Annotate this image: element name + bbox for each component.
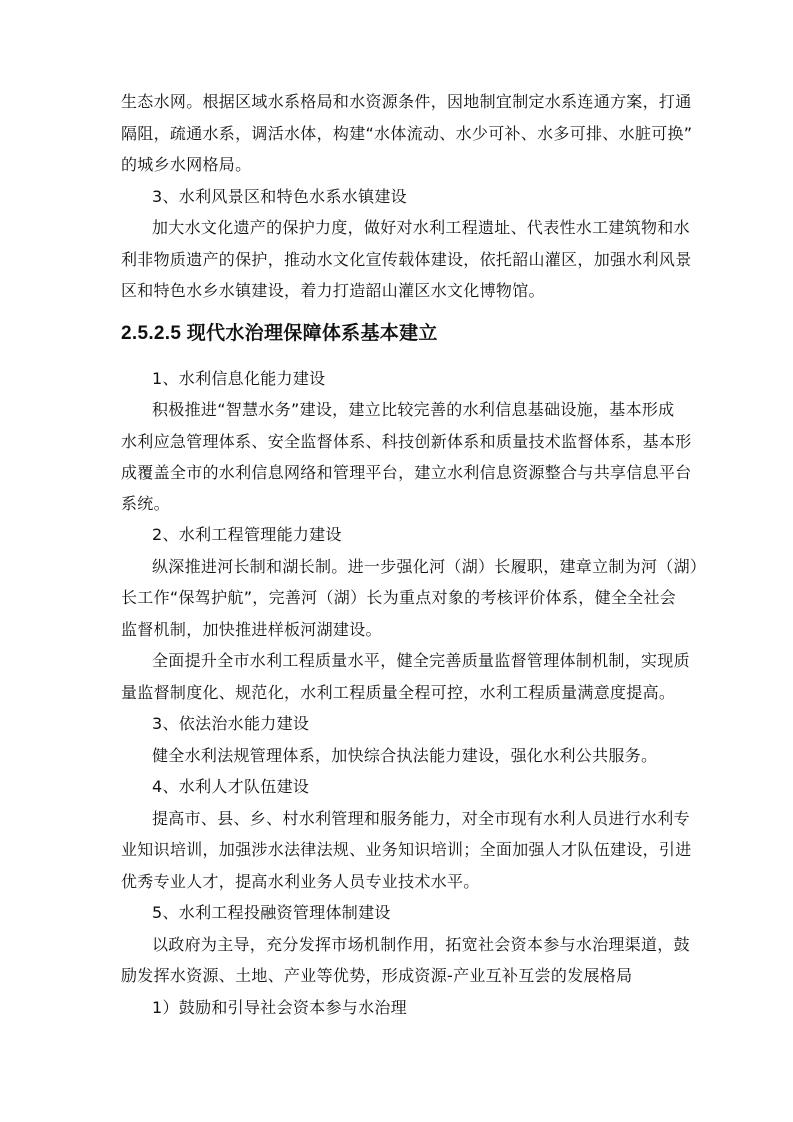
subsection-title: 2、水利工程管理能力建设	[152, 525, 342, 544]
paragraph-line: 水利应急管理体系、安全监督体系、科技创新体系和质量技术监督体系，基本形	[121, 432, 692, 451]
section-heading: 2.5.2.5 现代水治理保障体系基本建立	[121, 323, 438, 344]
paragraph-line: 监督机制，加快推进样板河湖建设。	[121, 620, 382, 639]
paragraph-line: 积极推进“智慧水务”建设，建立比较完善的水利信息基础设施，基本形成	[152, 400, 675, 419]
paragraph-line: 长工作“保驾护航”，完善河（湖）长为重点对象的考核评价体系，健全全社会	[121, 588, 677, 607]
subsection-title: 4、水利人才队伍建设	[152, 777, 310, 796]
paragraph-line: 加大水文化遗产的保护力度，做好对水利工程遗址、代表性水工建筑物和水	[152, 218, 690, 237]
paragraph-line: 生态水网。根据区域水系格局和水资源条件，因地制宜制定水系连通方案，打通	[121, 92, 692, 111]
paragraph-line: 励发挥水资源、土地、产业等优势，形成资源-产业互补互尝的发展格局	[121, 966, 633, 985]
paragraph-line: 业知识培训，加强涉水法律法规、业务知识培训；全面加强人才队伍建设，引进	[121, 840, 692, 859]
subsection-title: 1、水利信息化能力建设	[152, 369, 326, 388]
paragraph-line: 系统。	[121, 494, 170, 513]
paragraph-line: 纵深推进河长制和湖长制。进一步强化河（湖）长履职，建章立制为河（湖）	[152, 557, 707, 576]
subsection-title: 5、水利工程投融资管理体制建设	[152, 903, 391, 922]
paragraph-line: 全面提升全市水利工程质量水平，健全完善质量监督管理体制机制，实现质	[152, 651, 690, 670]
paragraph-line: 的城乡水网格局。	[121, 155, 252, 174]
paragraph-line: 以政府为主导，充分发挥市场机制作用，拓宽社会资本参与水治理渠道，鼓	[152, 935, 690, 954]
subsection-title: 3、水利风景区和特色水系水镇建设	[152, 187, 407, 206]
paragraph-line: 隔阻，疏通水系，调活水体，构建“水体流动、水少可补、水多可排、水脏可换”	[121, 124, 693, 143]
paragraph-line: 提高市、县、乡、村水利管理和服务能力，对全市现有水利人员进行水利专	[152, 809, 690, 828]
paragraph-line: 成覆盖全市的水利信息网络和管理平台，建立水利信息资源整合与共享信息平台	[121, 463, 692, 482]
paragraph-line: 量监督制度化、规范化，水利工程质量全程可控，水利工程质量满意度提高。	[121, 683, 676, 702]
subsection-title: 3、依法治水能力建设	[152, 714, 310, 733]
paragraph-line: 区和特色水乡水镇建设，着力打造韶山灌区水文化博物馆。	[121, 281, 545, 300]
paragraph-line: 健全水利法规管理体系，加快综合执法能力建设，强化水利公共服务。	[152, 746, 658, 765]
paragraph-line: 利非物质遗产的保护，推动水文化宣传载体建设，依托韶山灌区，加强水利风景	[121, 250, 692, 269]
paragraph-line: 优秀专业人才，提高水利业务人员专业技术水平。	[121, 872, 480, 891]
list-item: 1）鼓励和引导社会资本参与水治理	[152, 998, 407, 1017]
